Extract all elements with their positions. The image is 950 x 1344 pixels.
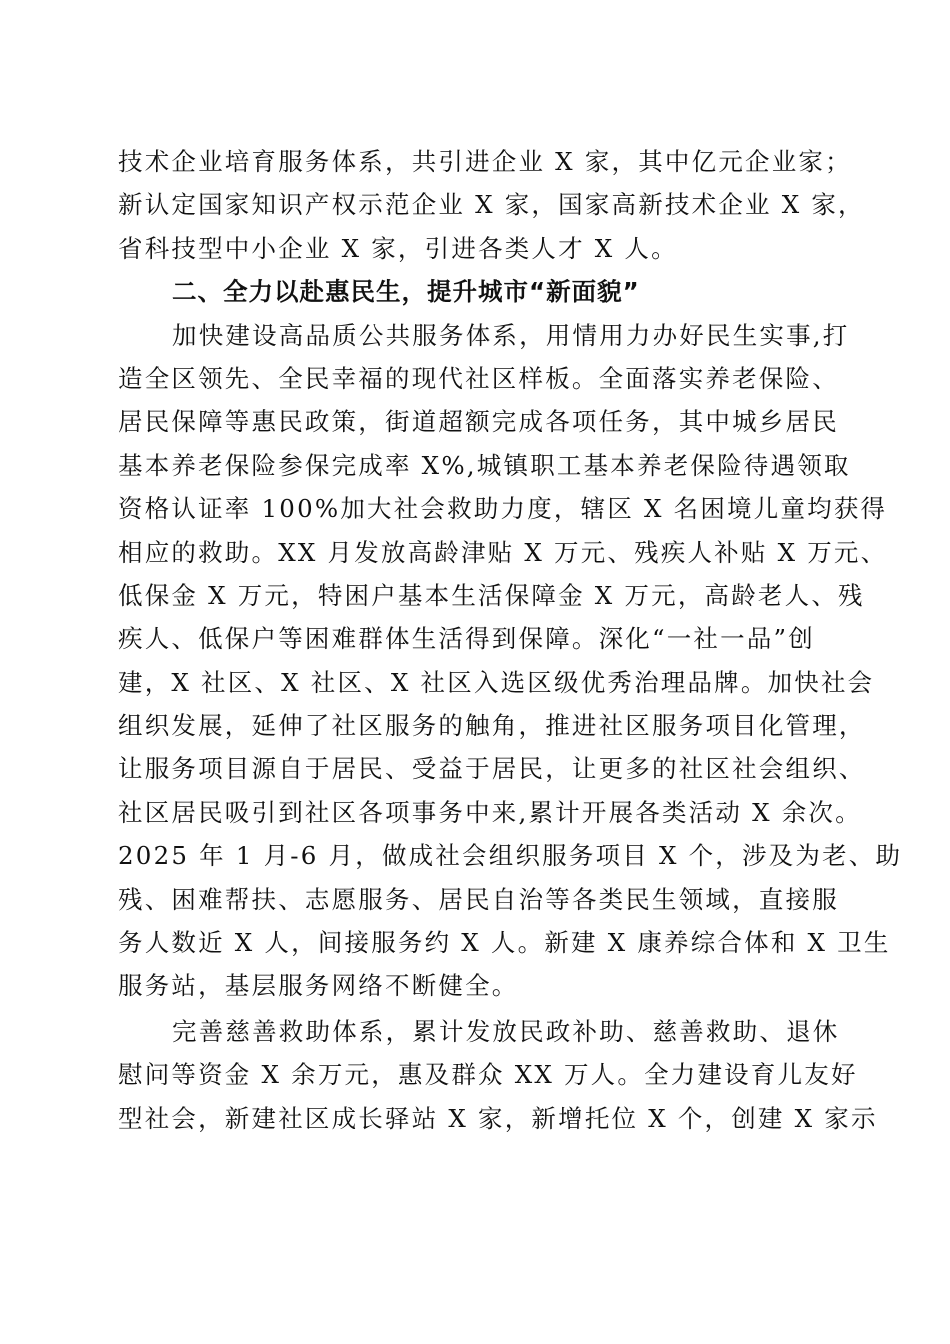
- body-text-line: 慰问等资金 X 余万元，惠及群众 XX 万人。全力建设育儿友好: [118, 1060, 858, 1090]
- body-text-line: 相应的救助。XX 月发放高龄津贴 X 万元、残疾人补贴 X 万元、: [118, 537, 888, 567]
- body-text-line: 让服务项目源自于居民、受益于居民，让更多的社区社会组织、: [118, 754, 866, 784]
- body-text-line: 型社会，新建社区成长驿站 X 家，新增托位 X 个，创建 X 家示: [118, 1103, 878, 1133]
- body-text-line: 社区居民吸引到社区各项事务中来,累计开展各类活动 X 余次。: [118, 797, 862, 827]
- body-text-line: 建，X 社区、X 社区、X 社区入选区级优秀治理品牌。加快社会: [118, 667, 875, 697]
- body-text-line: 技术企业培育服务体系，共引进企业 X 家，其中亿元企业家；: [118, 147, 852, 176]
- body-text-line: 造全区领先、全民幸福的现代社区样板。全面落实养老保险、: [118, 363, 839, 393]
- section-heading: 二、全力以赴惠民生，提升城市“新面貌”: [172, 277, 640, 307]
- body-text-line: 组织发展，延伸了社区服务的触角，推进社区服务项目化管理，: [118, 711, 866, 741]
- body-text-line: 服务站，基层服务网络不断健全。: [118, 971, 519, 1001]
- body-text-line: 低保金 X 万元，特困户基本生活保障金 X 万元，高龄老人、残: [118, 580, 865, 610]
- body-text-line: 残、困难帮扶、志愿服务、居民自治等各类民生领域，直接服: [118, 884, 839, 914]
- body-text-line: 居民保障等惠民政策，街道超额完成各项任务，其中城乡居民: [118, 407, 839, 437]
- body-text-line: 疾人、低保户等困难群体生活得到保障。深化“一社一品”创: [118, 624, 815, 654]
- paragraph-first-line: 完善慈善救助体系，累计发放民政补助、慈善救助、退休: [172, 1016, 840, 1046]
- body-text-line: 省科技型中小企业 X 家，引进各类人才 X 人。: [118, 233, 678, 263]
- body-text-line: 务人数近 X 人，间接服务约 X 人。新建 X 康养综合体和 X 卫生: [118, 928, 891, 958]
- body-text-line: 2025 年 1 月-6 月，做成社会组织服务项目 X 个，涉及为老、助: [118, 841, 903, 871]
- body-text-line: 资格认证率 100%加大社会救助力度，辖区 X 名困境儿童均获得: [118, 494, 888, 524]
- document-body: [118, 140, 903, 1140]
- body-text-line: 基本养老保险参保完成率 X%,城镇职工基本养老保险待遇领取: [118, 450, 851, 480]
- paragraph-first-line: 加快建设高品质公共服务体系，用情用力办好民生实事,打: [172, 320, 850, 350]
- body-text-line: 新认定国家知识产权示范企业 X 家，国家高新技术企业 X 家，: [118, 190, 865, 220]
